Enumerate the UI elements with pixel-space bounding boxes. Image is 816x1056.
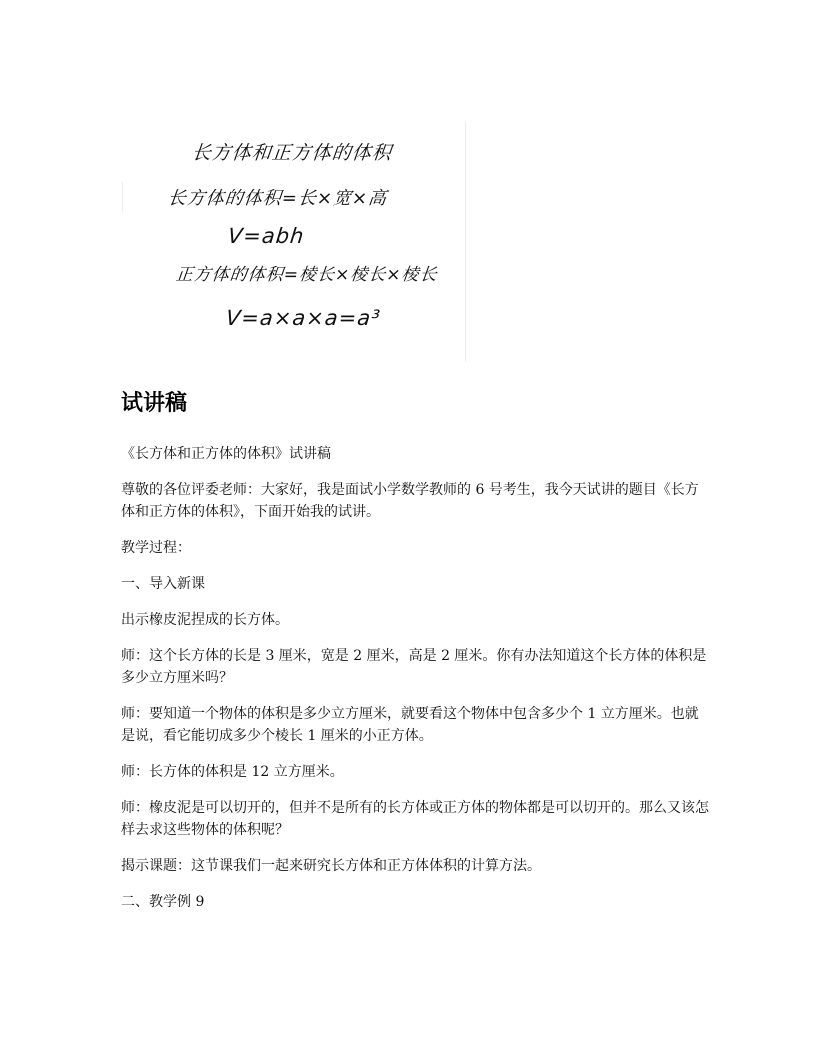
note-cuboid-formula: 长方体的体积=长×宽×高 <box>166 188 389 209</box>
note-title: 长方体和正方体的体积 <box>190 142 394 164</box>
paragraph: 教学过程： <box>121 540 191 556</box>
paragraph: 师：要知道一个物体的体积是多少立方厘米，就要看这个物体中包含多少个 1 立方厘米。也就是说，看它能切成多少个棱长 1 厘米的小正方体。 <box>121 706 699 744</box>
paragraph: 出示橡皮泥捏成的长方体。 <box>121 612 289 628</box>
paragraph: 师：长方体的体积是 12 立方厘米。 <box>121 764 344 780</box>
paragraph: 师：橡皮泥是可以切开的，但并不是所有的长方体或正方体的物体都是可以切开的。那么又该怎样去求这些物体的体积呢？ <box>121 800 709 838</box>
paragraph: 二、教学例 9 <box>121 894 205 910</box>
note-cuboid-symbol-formula: V=abh <box>226 224 306 248</box>
paragraph: 师：这个长方体的长是 3 厘米，宽是 2 厘米，高是 2 厘米。你有办法知道这个长方体的体积是多少立方厘米吗？ <box>121 648 707 686</box>
paragraph: 揭示课题：这节课我们一起来研究长方体和正方体体积的计算方法。 <box>121 858 541 874</box>
section-heading: 试讲稿 <box>121 391 188 416</box>
handwritten-notes-image <box>122 122 466 362</box>
image-edge <box>465 122 466 362</box>
note-cube-formula: 正方体的体积=棱长×棱长×棱长 <box>174 265 439 285</box>
note-cube-symbol-formula: V=a×a×a=a³ <box>224 306 382 330</box>
doc-title-line: 《长方体和正方体的体积》试讲稿 <box>121 446 331 462</box>
paragraph: 尊敬的各位评委老师：大家好，我是面试小学数学教师的 6 号考生，我今天试讲的题目《长方体和正方体的体积》，下面开始我的试讲。 <box>121 482 699 520</box>
image-edge <box>122 182 123 212</box>
paragraph: 一、导入新课 <box>121 576 205 592</box>
document-body <box>121 443 711 927</box>
